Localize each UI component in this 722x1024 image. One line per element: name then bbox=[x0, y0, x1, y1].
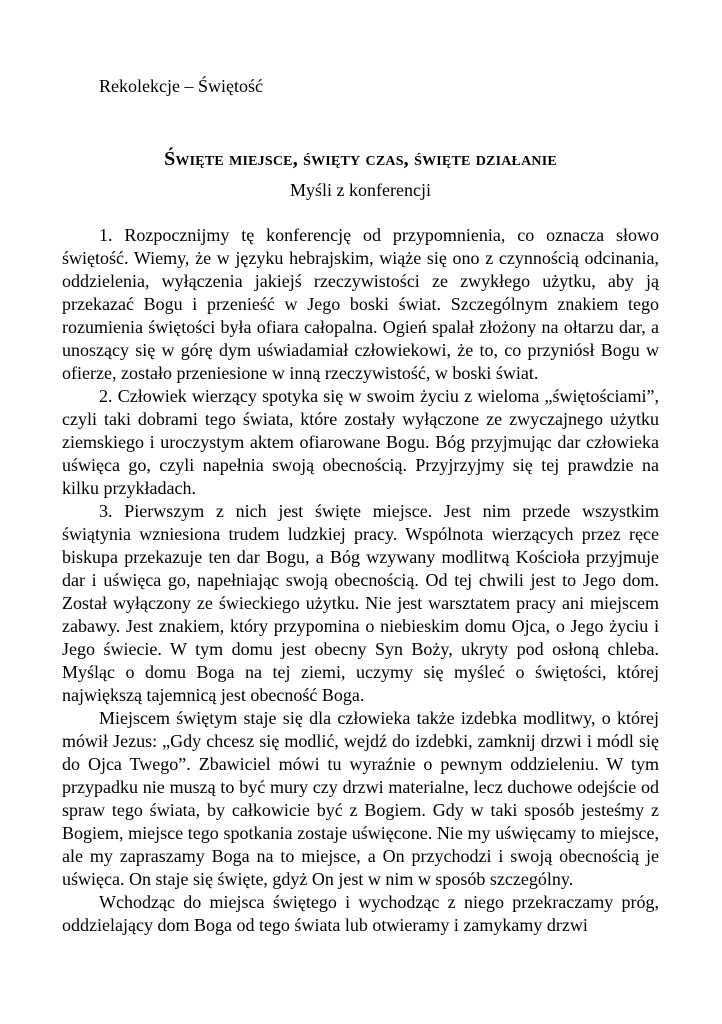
document-subtitle: Myśli z konferencji bbox=[290, 180, 431, 200]
paragraph-5: Wchodząc do miejsca świętego i wychodząc z niego przekraczamy próg, oddzielający dom Boga od tego świata lub otwieramy i zamykamy drzwi bbox=[62, 892, 659, 935]
paragraph-3: 3. Pierwszym z nich jest święte miejsce. Jest nim przede wszystkim świątynia wzniesiona trudem ludzkiej pracy. Wspólnota wierzących przez ręce biskupa przekazuje ten dar Bogu, a Bóg wzywany modlitwą Kościoła przyjmuje dar i uświęca go, napełniając swoją obecnością. Od tej chwili jest to Jego dom. Został wyłączony ze świeckiego użytku. Nie jest warsztatem pracy ani miejscem zabawy. Jest znakiem, który przypomina o niebieskim domu Ojca, o Jego życiu i Jego świecie. W tym domu jest obecny Syn Boży, ukryty pod osłoną chleba. Myśląc o domu Boga na tej ziemi, uczymy się myśleć o świętości, której największą tajemnicą jest obecność Boga. bbox=[62, 501, 659, 705]
document-body bbox=[62, 224, 659, 937]
running-header: Rekolekcje – Świętość bbox=[99, 76, 263, 96]
document-title: Święte miejsce, święty czas, święte działanie bbox=[164, 148, 557, 170]
paragraph-1: 1. Rozpocznijmy tę konferencję od przypomnienia, co oznacza słowo świętość. Wiemy, że w języku hebrajskim, wiąże się ono z czynnością odcinania, oddzielenia, wyłączenia jakiejś rzeczywistości ze zwykłego użytku, aby ją przekazać Bogu i przenieść w Jego boski świat. Szczególnym znakiem tego rozumienia świętości była ofiara całopalna. Ogień spalał złożony na ołtarzu dar, a unoszący się w górę dym uświadamiał człowiekowi, że to, co przyniósł Bogu w ofierze, zostało przeniesione w inną rzeczywistość, w boski świat. bbox=[62, 225, 659, 383]
paragraph-2: 2. Człowiek wierzący spotyka się w swoim życiu z wieloma „świętościami”, czyli taki dobrami tego świata, które zostały wyłączone ze zwyczajnego użytku ziemskiego i uroczystym aktem ofiarowane Bogu. Bóg przyjmując dar człowieka uświęca go, czyli napełnia swoją obecnością. Przyjrzyjmy się tej prawdzie na kilku przykładach. bbox=[62, 386, 659, 498]
paragraph-4: Miejscem świętym staje się dla człowieka także izdebka modlitwy, o której mówił Jezus: „Gdy chcesz się modlić, wejdź do izdebki, zamknij drzwi i módl się do Ojca Twego”. Zbawiciel mówi tu wyraźnie o pewnym oddzieleniu. W tym przypadku nie muszą to być mury czy drzwi materialne, lecz duchowe odejście od spraw tego świata, by całkowicie być z Bogiem. Gdy w taki sposób jesteśmy z Bogiem, miejsce tego spotkania zostaje uświęcone. Nie my uświęcamy to miejsce, ale my zapraszamy Boga na to miejsce, a On przychodzi i swoją obecnością je uświęca. On staje się święte, gdyż On jest w nim w sposób szczególny. bbox=[62, 708, 659, 889]
